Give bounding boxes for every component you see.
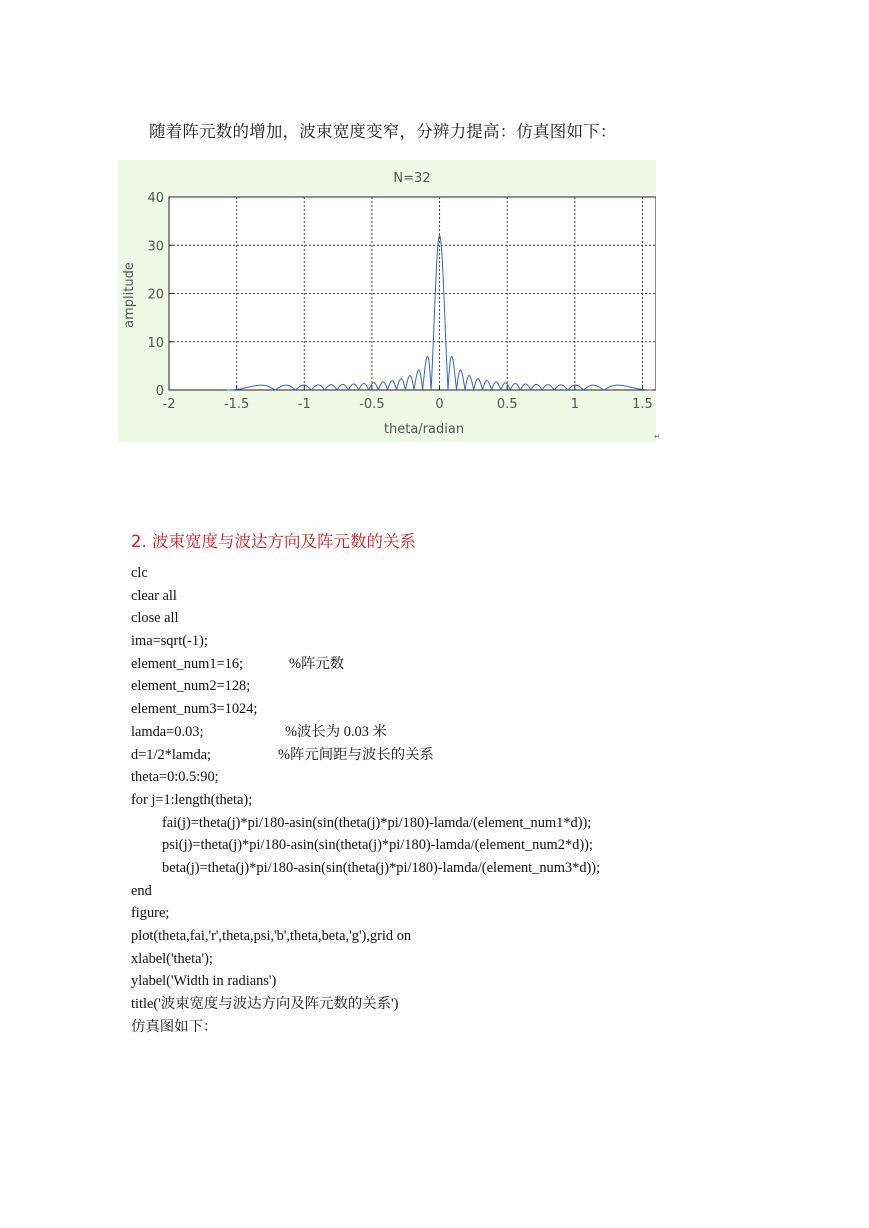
x-tick-label: -1 — [297, 397, 311, 412]
code-line — [131, 948, 600, 971]
code-line — [131, 789, 600, 812]
code-text: psi(j)=theta(j)*pi/180-asin(sin(theta(j)*pi/180)-lamda/(element_num2*d)); — [162, 837, 593, 854]
y-tick-label: 10 — [147, 335, 164, 351]
code-line — [131, 857, 600, 880]
code-line — [131, 607, 600, 630]
code-line — [131, 766, 600, 789]
code-text: close all — [131, 610, 179, 627]
x-tick-label: -2 — [162, 397, 176, 412]
code-text: fai(j)=theta(j)*pi/180-asin(sin(theta(j)*pi/180)-lamda/(element_num1*d)); — [162, 814, 592, 831]
code-text: title('波束宽度与波达方向及阵元数的关系') — [131, 996, 399, 1013]
code-line — [131, 630, 600, 653]
x-tick-label: -1.5 — [223, 397, 250, 412]
code-text: plot(theta,fai,'r',theta,psi,'b',theta,beta,'g'),grid on — [131, 928, 412, 944]
code-line — [131, 744, 600, 767]
y-tick-label: 40 — [147, 191, 164, 206]
code-text: element_num1=16; — [131, 655, 244, 672]
code-comment: %波长为 0.03 米 — [285, 723, 387, 740]
y-tick-label: 30 — [147, 239, 164, 255]
paragraph-mark: ↵ — [654, 432, 661, 441]
code-line — [131, 653, 600, 676]
intro-paragraph: 随着阵元数的增加，波束宽度变窄，分辨力提高：仿真图如下： — [149, 122, 617, 141]
x-axis-label: theta/radian — [383, 422, 465, 437]
code-line — [131, 834, 600, 857]
code-text: lamda=0.03; — [131, 723, 204, 740]
code-text: 仿真图如下： — [131, 1018, 218, 1035]
chart-title: N=32 — [393, 171, 431, 186]
code-text: for j=1:length(theta); — [131, 791, 253, 808]
x-tick-label: 0.5 — [496, 397, 518, 412]
code-line — [131, 1016, 600, 1039]
code-line — [131, 585, 600, 608]
code-line — [131, 812, 600, 835]
code-text: figure; — [131, 905, 170, 922]
beam-pattern-chart — [118, 160, 656, 442]
code-line — [131, 970, 600, 993]
x-tick-label: 1.5 — [632, 397, 653, 412]
beam-pattern-figure — [118, 160, 656, 442]
code-line — [131, 562, 600, 585]
x-tick-label: 1 — [570, 397, 579, 412]
code-text: theta=0:0.5:90; — [131, 769, 219, 786]
matlab-code-block — [131, 562, 600, 1038]
y-axis-label: amplitude — [122, 262, 137, 328]
y-tick-label: 20 — [147, 287, 164, 303]
code-line — [131, 721, 600, 744]
code-text: element_num2=128; — [131, 678, 251, 695]
code-text: d=1/2*lamda; — [131, 746, 212, 763]
code-line — [131, 925, 600, 948]
code-line — [131, 675, 600, 698]
code-line — [131, 993, 600, 1016]
y-tick-label: 0 — [155, 384, 164, 399]
code-text: beta(j)=theta(j)*pi/180-asin(sin(theta(j)*pi/180)-lamda/(element_num3*d)); — [162, 859, 601, 876]
code-text: element_num3=1024; — [131, 701, 258, 718]
code-line — [131, 880, 600, 903]
code-line — [131, 698, 600, 721]
code-text: xlabel('theta'); — [131, 950, 213, 967]
code-comment: %阵元间距与波长的关系 — [278, 746, 434, 763]
section-heading: 2. 波束宽度与波达方向及阵元数的关系 — [131, 532, 416, 551]
code-text: end — [131, 882, 152, 899]
code-text: clc — [131, 565, 148, 581]
code-text: clear all — [131, 587, 177, 604]
x-tick-label: 0 — [435, 397, 444, 412]
code-text: ylabel('Width in radians') — [131, 973, 277, 990]
code-comment: %阵元数 — [289, 655, 345, 672]
code-line — [131, 902, 600, 925]
x-tick-label: -0.5 — [359, 397, 385, 412]
code-text: ima=sqrt(-1); — [131, 633, 208, 650]
